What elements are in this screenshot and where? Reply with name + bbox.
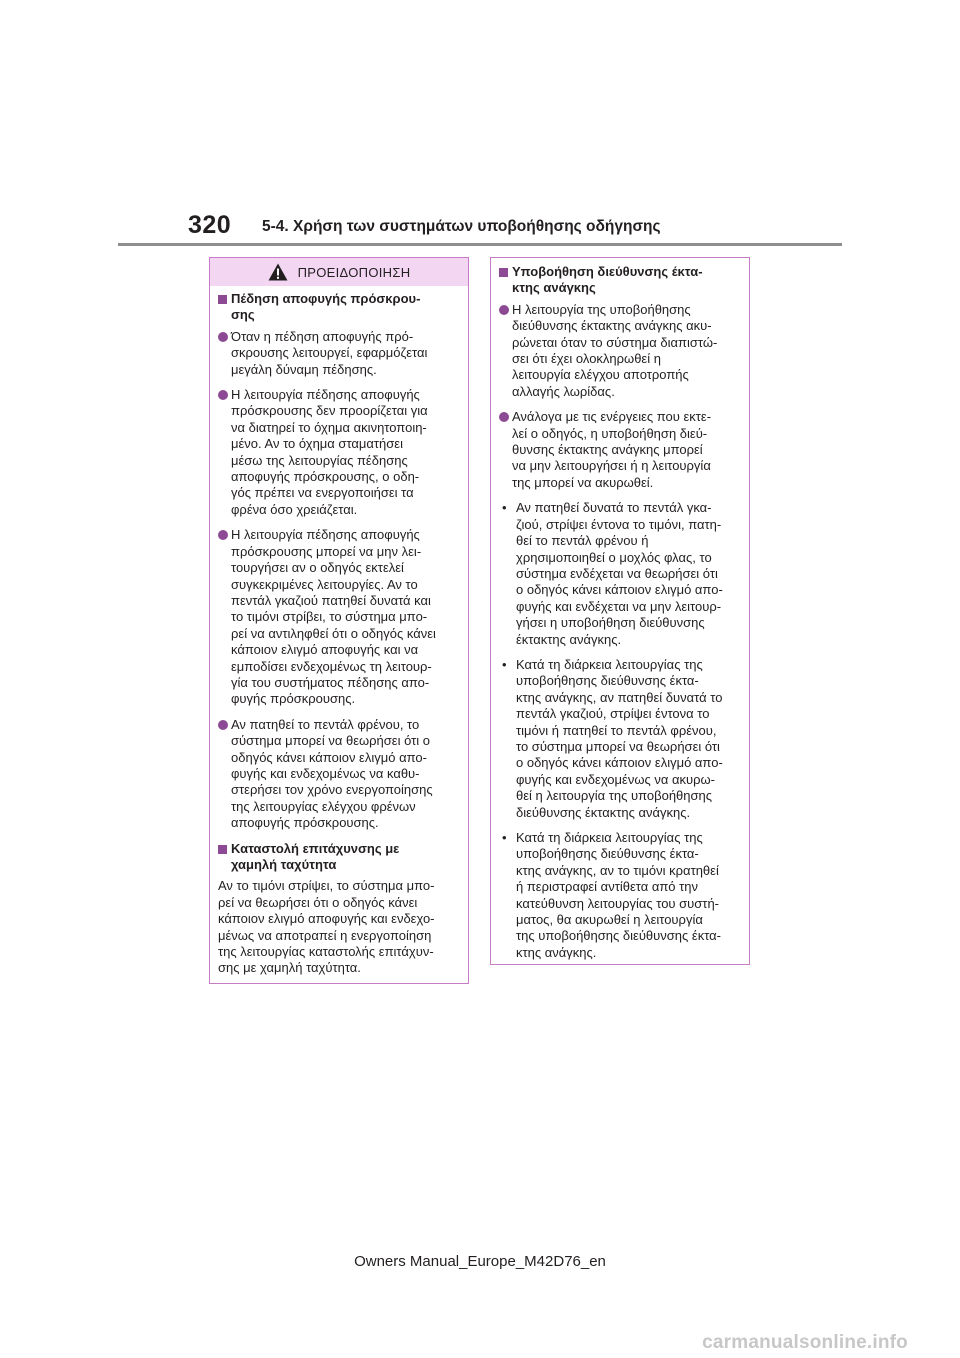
warning-panel (209, 257, 469, 984)
square-bullet-icon (499, 268, 508, 277)
heading-collision-braking: Πέδηση αποφυγής πρόσκρου- σης (218, 291, 462, 324)
list-item: Η λειτουργία πέδησης αποφυγής πρόσκρουσης δεν προορίζεται για να διατηρεί το όχημα ακινητοποιη- μένο. Αν το όχημα σταματήσει μέσω της λειτουργίας πέδησης αποφυγής πρόσκρουσης, ο οδη- γός πρέπει να ενεργοποιήσει τα φρένα όσο χρειάζεται. (218, 387, 462, 518)
bullet-item: • Κατά τη διάρκεια λειτουργίας της υποβοήθησης διεύθυνσης έκτα- κτης ανάγκης, αν πατηθεί δυνατά το πεντάλ γκαζιού, στρίψει έντονα το τιμόνι ή πατηθεί το πεντάλ φρένου, το σύστημα μπορεί να θεωρήσει ότι ο οδηγός κάνει κάποιον ελιγμό απο- φυγής και ενδεχομένως να ακυρω- θεί η λειτουργία της υποβοήθησης διεύθυνσης έκτακτης ανάγκης. (499, 657, 743, 821)
warning-header (210, 258, 468, 286)
dot-bullet-icon (218, 332, 228, 342)
list-item: Η λειτουργία της υποβοήθησης διεύθυνσης έκτακτης ανάγκης ακυ- ρώνεται όταν το σύστημα διαπιστώ- σει ότι έχει ολοκληρωθεί η λειτουργία ελέγχου αποτροπής αλλαγής λωρίδας. (499, 302, 743, 400)
watermark: carmanualsonline.info (702, 1332, 908, 1353)
header-rule (118, 243, 842, 246)
square-bullet-icon (218, 845, 227, 854)
bullet-item: • Κατά τη διάρκεια λειτουργίας της υποβοήθησης διεύθυνσης έκτα- κτης ανάγκης, αν το τιμόνι κρατηθεί ή περιστραφεί αντίθετα από την κατεύθυνση λειτουργίας του συστή- ματος, θα ακυρωθεί η λειτουργία της υποβοήθησης διεύθυνσης έκτα- κτης ανάγκης. (499, 830, 743, 961)
warning-triangle-icon (268, 263, 288, 281)
list-item: Όταν η πέδηση αποφυγής πρό- σκρουσης λειτουργεί, εφαρμόζεται μεγάλη δύναμη πέδησης. (218, 329, 462, 378)
list-item: Αν πατηθεί το πεντάλ φρένου, το σύστημα μπορεί να θεωρήσει ότι ο οδηγός κάνει κάποιον ελιγμό απο- φυγής και ενδεχομένως να καθυ- στερήσει τον χρόνο ενεργοποίησης της λειτουργίας ελέγχου φρένων αποφυγής πρόσκρουσης. (218, 717, 462, 832)
bullet-marker: • (502, 830, 507, 845)
footer-text: Owners Manual_Europe_M42D76_en (354, 1253, 606, 1270)
info-panel (490, 257, 750, 965)
dot-bullet-icon (499, 305, 509, 315)
square-bullet-icon (218, 295, 227, 304)
paragraph: Αν το τιμόνι στρίψει, το σύστημα μπο- ρεί να θεωρήσει ότι ο οδηγός κάνει κάποιον ελιγμό αποφυγής και ενδεχο- μένως να αποτραπεί η ενεργοποίηση της λειτουργίας καταστολής επιτάχυν- σης με χαμηλή ταχύτητα. (218, 878, 435, 976)
bullet-item: • Αν πατηθεί δυνατά το πεντάλ γκα- ζιού, στρίψει έντονα το τιμόνι, πατη- θεί το πεντάλ φρένου ή χρησιμοποιηθεί ο μοχλός φλας, το σύστημα ενδέχεται να θεωρήσει ότι ο οδηγός κάνει κάποιον ελιγμό απο- φυγής και ενδέχεται να μην λειτουρ- γήσει η υποβοήθηση διεύθυνσης έκτακτης ανάγκης. (499, 500, 743, 648)
heading-low-speed-acceleration: Καταστολή επιτάχυνσης με χαμηλή ταχύτητα (218, 841, 462, 874)
bullet-marker: • (502, 500, 507, 516)
dot-bullet-icon (218, 720, 228, 730)
bullet-marker: • (502, 656, 507, 672)
warning-label: ΠΡΟΕΙΔΟΠΟΙΗΣΗ (297, 264, 411, 280)
dot-bullet-icon (218, 390, 228, 400)
list-item: Η λειτουργία πέδησης αποφυγής πρόσκρουσης μπορεί να μην λει- τουργήσει αν ο οδηγός εκτελεί συγκεκριμένες λειτουργίες. Αν το πεντάλ γκαζιού πατηθεί δυνατά και το τιμόνι στρίβει, το σύστημα μπο- ρεί να αντιληφθεί ότι ο οδηγός κάνει κάποιον ελιγμό αποφυγής και να εμποδίσει ενδεχομένως τη λειτουρ- γία του συστήματος πέδησης απο- φυγής πρόσκρουσης. (218, 527, 462, 707)
dot-bullet-icon (499, 412, 509, 422)
list-item: Ανάλογα με τις ενέργειες που εκτε- λεί ο οδηγός, η υποβοήθηση διεύ- θυνσης έκτακτης ανάγκης μπορεί να μην λειτουργήσει ή η λειτουργία της μπορεί να ακυρωθεί. (499, 409, 743, 491)
page-number: 320 (188, 211, 232, 239)
heading-emergency-steering: Υποβοήθηση διεύθυνσης έκτα- κτης ανάγκης (499, 264, 743, 297)
section-title: 5-4. Χρήση των συστημάτων υποβοήθησης οδήγησης (262, 218, 661, 235)
dot-bullet-icon (218, 530, 228, 540)
